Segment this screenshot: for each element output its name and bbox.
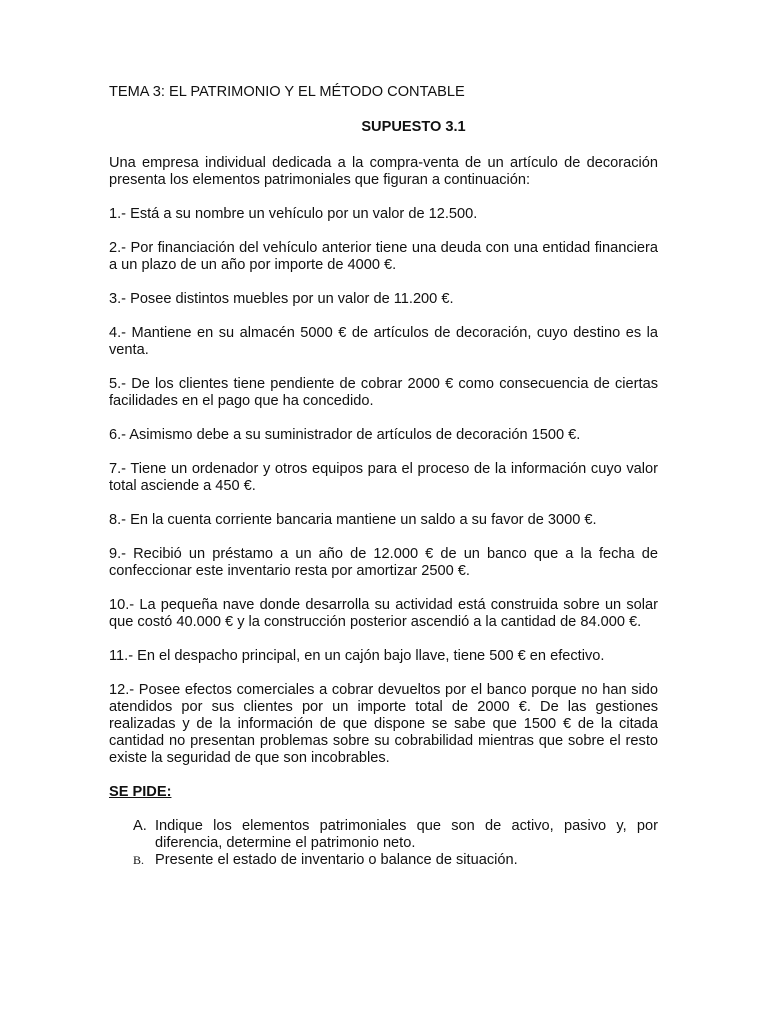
se-pide-heading: SE PIDE: [109, 784, 172, 800]
item-6: 6.- Asimismo debe a su suministrador de artículos de decoración 1500 €. [109, 427, 581, 443]
item-7: 7.- Tiene un ordenador y otros equipos para el proceso de la información cuyo valor total asciende a 450 €. [109, 461, 658, 494]
task-a [109, 818, 658, 852]
document-page [109, 84, 658, 869]
intro-paragraph: Una empresa individual dedicada a la compra-venta de un artículo de decoración presenta los elementos patrimoniales que figuran a continuación: [109, 155, 658, 188]
item-10: 10.- La pequeña nave donde desarrolla su actividad está construida sobre un solar que costó 40.000 € y la construcción posterior ascendió a la cantidad de 84.000 €. [109, 597, 658, 630]
item-1: 1.- Está a su nombre un vehículo por un valor de 12.500. [109, 206, 478, 222]
task-b [109, 852, 658, 869]
item-11: 11.- En el despacho principal, en un cajón bajo llave, tiene 500 € en efectivo. [109, 648, 605, 664]
item-4: 4.- Mantiene en su almacén 5000 € de artículos de decoración, cuyo destino es la venta. [109, 325, 658, 358]
task-b-text: Presente el estado de inventario o balance de situación. [155, 852, 518, 868]
item-2: 2.- Por financiación del vehículo anterior tiene una deuda con una entidad financiera a un plazo de un año por importe de 4000 €. [109, 240, 658, 273]
document-title: TEMA 3: EL PATRIMONIO Y EL MÉTODO CONTABLE [109, 84, 465, 100]
item-3: 3.- Posee distintos muebles por un valor de 11.200 €. [109, 291, 454, 307]
item-12: 12.- Posee efectos comerciales a cobrar devueltos por el banco porque no han sido atendidos por sus clientes por un importe total de 2000 €. De las gestiones realizadas y de la información de que dispone se sabe que 1500 € de la citada cantidad no presentan problemas sobre su cobrabilidad mientras que sobre el resto existe la seguridad de que son incobrables. [109, 682, 658, 766]
task-a-marker: A. [133, 818, 147, 834]
task-a-text: Indique los elementos patrimoniales que son de activo, pasivo y, por diferencia, determine el patrimonio neto. [155, 818, 658, 851]
item-8: 8.- En la cuenta corriente bancaria mantiene un saldo a su favor de 3000 €. [109, 512, 597, 528]
item-9: 9.- Recibió un préstamo a un año de 12.000 € de un banco que a la fecha de confeccionar este inventario resta por amortizar 2500 €. [109, 546, 658, 579]
document-subtitle: SUPUESTO 3.1 [361, 119, 466, 135]
task-b-marker: B. [133, 853, 145, 867]
task-list [109, 818, 658, 869]
item-5: 5.- De los clientes tiene pendiente de cobrar 2000 € como consecuencia de ciertas facilidades en el pago que ha concedido. [109, 376, 658, 409]
